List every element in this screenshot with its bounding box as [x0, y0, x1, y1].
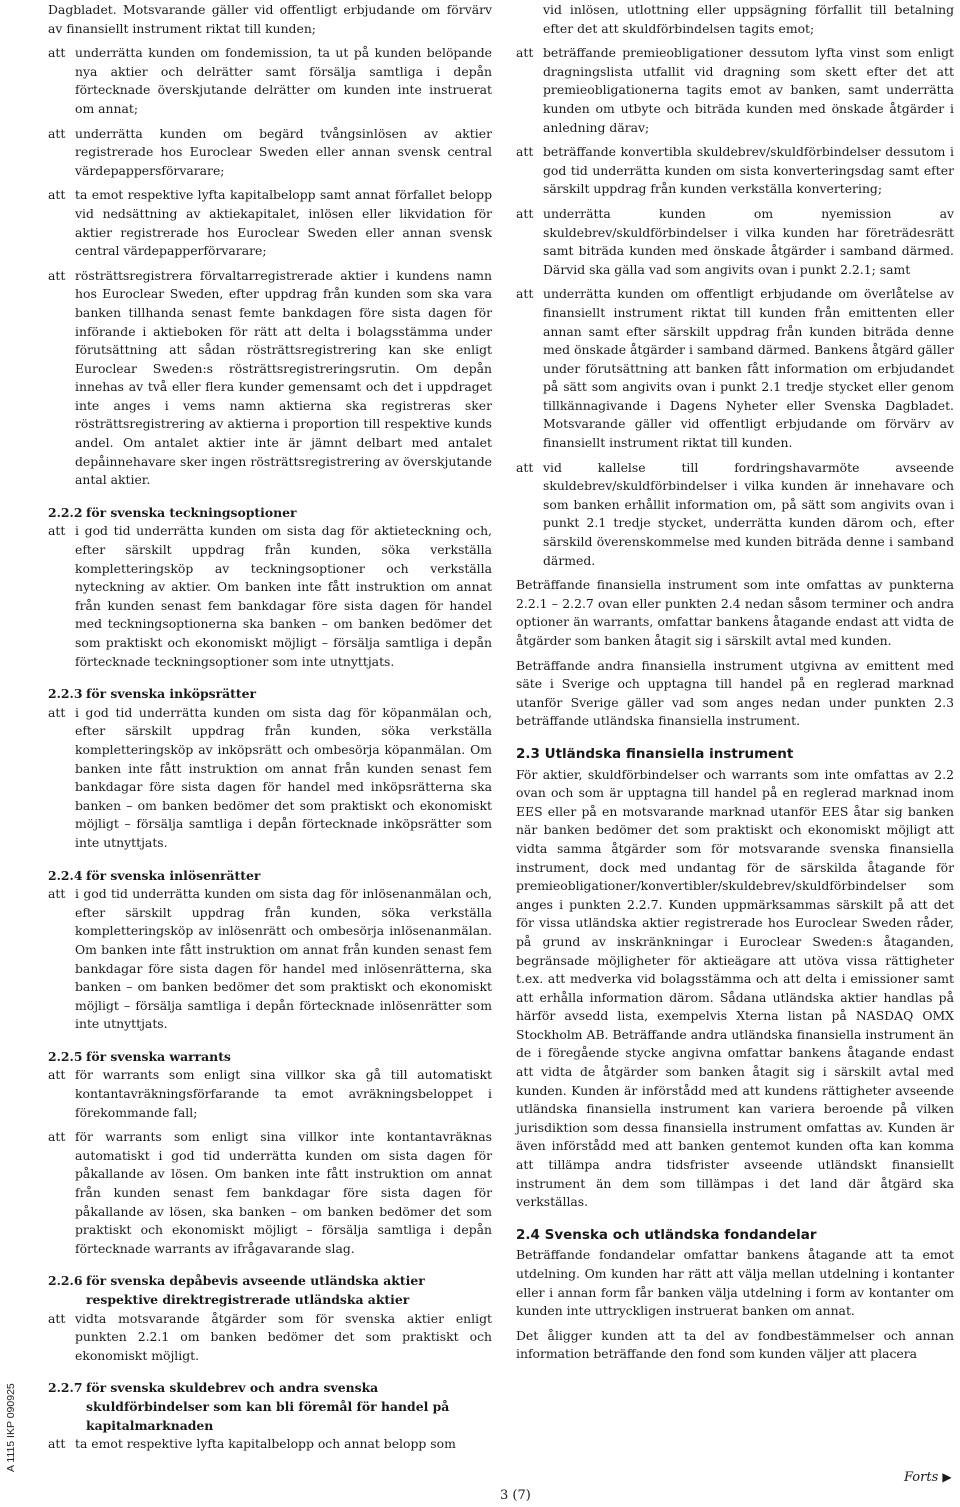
item-text: underrätta kunden om fondemission, ta ut på kunden belöpande nya aktier och delrätter samt försälja samtliga i depån förtecknade överskjutande delrätter om kunden inte instruerat om annat; [75, 45, 492, 116]
item-marker: att [516, 205, 534, 221]
section-title: för svenska inköpsrätter [86, 686, 257, 702]
item-text: i god tid underrätta kunden om sista dag för aktieteckning och, efter särskilt uppdrag från kunden, söka verkställa kompletteringsköp av teckningsoptioner och verkställa nyteckning av aktier. Om banken inte fått instruktion om annat från kunden senast fem bankdagar före sista dagen för handel med teckningsoptionerna ska banken – om banken bedömer det som praktiskt och ekonomiskt möjligt – försälja samtliga i depån förtecknade teckningsoptioner som inte utnyttjats. [75, 523, 492, 669]
item-text: beträffande premieobligationer dessutom lyfta vinst som enligt dragningslista utfallit vid dragning som skett efter det att premieobligationerna tagits emot av banken, samt underrätta kunden om utbyte och biträda kunden med önskade åtgärder i anledning därav; [543, 45, 954, 135]
right-column [516, 1, 954, 1370]
list-s225 [48, 1066, 492, 1258]
item-marker: att [48, 187, 66, 203]
section-number: 2.2.5 [48, 1048, 83, 1064]
item-marker: att [48, 1436, 66, 1452]
section-heading-2-2-2 [48, 504, 492, 523]
list-s224 [48, 885, 492, 1034]
section-number: 2.2.7 [48, 1380, 83, 1396]
intro-paragraph: Dagbladet. Motsvarande gäller vid offentligt erbjudande om förvärv av finansiellt instrument riktat till kunden; [48, 2, 492, 36]
list-item [48, 44, 492, 118]
list-s226 [48, 1310, 492, 1366]
continue-marker [904, 1468, 952, 1488]
section-heading-2-2-3 [48, 685, 492, 704]
list-item [516, 285, 954, 452]
paragraph-3: För aktier, skuldförbindelser och warrants som inte omfattas av 2.2 ovan och som är upptagna till handel på en reglerad marknad inom EES eller på en motsvarande marknad utanför EES åtar sig banken när banken bedömer det som praktiskt och ekonomiskt möjligt att vidta samma åtgärder som för motsvarande svenska finansiella instrument, dock med undantag för de särskilda åtagande för premieobligationer/konvertibler/skuldebrev/skuldförbindelser som anges i punkten 2.2.7. Kunden uppmärksammas särskilt på att det för vissa utländska aktier registrerade hos Euroclear Sweden råder, på grund av inskränkningar i Euroclear Sweden:s åtaganden, begränsade möjligheter för aktieägare att utöva vissa rättigheter t.ex. att medverka vid bolagsstämma och att delta i emissioner samt att erhålla information därom. Sådana utländska aktier handlas på härför avsedd lista, exempelvis Xterna listan på NASDAQ OMX Stockholm AB. Beträffande andra utländska finansiella instrument än de i föregående stycke angivna omfattar bankens åtagande endast att vidta de åtgärder som banken åtagit sig i särskilt avtal med kunden. Kunden är införstådd med att kundens rättigheter avseende utländska finansiella instrument kan variera beroende på vilken jurisdiktion som dessa finansiella instrument omfattas av. Kunden är även införstådd med att banken gentemot kunden ofta kan komma att tillämpa andra tidsfrister avseende utländskt finansiellt instrument än dem som tillämpas i det land där åtgärd ska verkställas. [516, 766, 954, 1210]
item-marker: att [48, 523, 66, 539]
section-title: för svenska depåbevis avseende utländska aktier respektive direktregistrerade utländska aktier [86, 1273, 425, 1307]
item-marker: att [48, 886, 66, 902]
paragraph-2: Beträffande andra finansiella instrument utgivna av emittent med säte i Sverige och upptagna till handel på en reglerad marknad utanför Sverige gäller vad som anges nedan under punkten 2.3 beträffande utländska finansiella instrument. [516, 657, 954, 729]
item-text: beträffande konvertibla skuldebrev/skuldförbindelser dessutom i god tid underrätta kunden om sista konverteringsdag samt efter särskilt uppdrag från kunden verkställa konvertering; [543, 144, 954, 197]
item-text: ta emot respektive lyfta kapitalbelopp samt annat förfallet belopp vid nedsättning av aktiekapitalet, inlösen eller likvidation för aktier registrerade hos Euroclear Sweden eller annan svensk central värdepapperförvarare; [75, 187, 492, 259]
list-right-items [516, 44, 954, 570]
item-text: underrätta kunden om nyemission av skuldebrev/skuldförbindelser i vilka kunden har företrädesrätt samt biträda kunden med önskade åtgärder i samband därmed. Därvid ska gälla vad som angivits ovan i punkt 2.2.1; samt [543, 205, 954, 277]
section-title: för svenska warrants [86, 1048, 231, 1064]
section-title: för svenska skuldebrev och andra svenska skuldförbindelser som kan bli föremål för handel på kapitalmarknaden [86, 1380, 450, 1433]
section-heading-2-2-4 [48, 867, 492, 886]
item-marker: att [516, 459, 534, 475]
item-text: vid inlösen, utlottning eller uppsägning förfallit till betalning efter det att skuldförbindelsen tagits emot; [543, 2, 954, 36]
item-text: för warrants som enligt sina villkor ska gå till automatiskt kontantavräkningsförfarande ta emot avräkningsbeloppet i förekommande fall; [75, 1067, 492, 1120]
page-number: 3 (7) [500, 1488, 531, 1503]
section-heading-2-2-5 [48, 1048, 492, 1067]
section-heading-2-3: 2.3 Utländska finansiella instrument [516, 745, 794, 762]
section-heading-2-2-6 [48, 1272, 492, 1309]
list-item [48, 522, 492, 671]
list-item [48, 125, 492, 181]
list-item [48, 1128, 492, 1258]
list-item [516, 459, 954, 571]
item-marker: att [48, 45, 66, 61]
continued-item [516, 1, 954, 38]
item-marker: att [48, 1067, 66, 1083]
item-text: underrätta kunden om begärd tvångsinlösen av aktier registrerade hos Euroclear Sweden eller annan svensk central värdepappersförvarare; [75, 125, 492, 178]
triangle-right-icon: ▶ [942, 1470, 952, 1484]
list-item [516, 143, 954, 199]
list-item [48, 704, 492, 853]
item-marker: att [48, 267, 66, 283]
item-marker: att [48, 1310, 66, 1326]
item-marker: att [516, 144, 534, 160]
list-item [48, 1310, 492, 1366]
item-text: i god tid underrätta kunden om sista dag för köpanmälan och, efter särskilt uppdrag från kunden, söka verkställa kompletteringsköp av inköpsrätt och ombesörja köpanmälan. Om banken inte fått instruktion om annat från kunden senast fem bankdagar före sista dagen för handel med inköpsrätterna ska banken – om banken bedömer det som praktiskt och ekonomiskt möjligt – försälja samtliga i depån förtecknade inköpsrätter som inte utnyttjats. [75, 704, 492, 850]
item-text: rösträttsregistrera förvaltarregistrerade aktier i kundens namn hos Euroclear Sweden, efter uppdrag från kunden som ska vara banken tillhanda senast femte bankdagen före sista dagen för införande i aktieboken för rätt att delta i bolagsstämma under förutsättning att sådan rösträttsregistrering kan ske enligt Euroclear Sweden:s rösträttsregistreringsrutin. Om depån innehas av två eller flera kunder gemensamt och det i uppdraget inte anges i vems namn aktierna ska registreras sker rösträttsregistrering av aktierna i proportion till respektive kunds andel. Om antalet aktier inte är jämnt delbart med antalet depåinnehavare sker ingen rösträttsregistrering av överskjutande antal aktier. [75, 267, 492, 488]
list-item [48, 267, 492, 490]
item-marker: att [516, 286, 534, 302]
paragraph-4: Beträffande fondandelar omfattar bankens åtagande att ta emot utdelning. Om kunden har rätt att välja mellan utdelning i kontanter eller i annan form får banken välja utdelning i form av kontanter om kunden inte uttryckligen instruerat banken om annat. [516, 1247, 954, 1319]
item-text: vidta motsvarande åtgärder som för svenska aktier enligt punkten 2.2.1 om banken bedömer det som praktiskt och ekonomiskt möjligt. [75, 1310, 492, 1363]
section-title: för svenska inlösenrätter [86, 867, 261, 883]
item-text: för warrants som enligt sina villkor inte kontantavräknas automatiskt i god tid underrätta kunden om sista dagen för påkallande av lösen. Om banken inte fått instruktion om annat från kunden senast fem bankdagar före sista dagen för påkallande av lösen, ska banken – om banken bedömer det som praktiskt och ekonomiskt möjligt – försälja samtliga i depån förtecknade warrants av ifrågavarande slag. [75, 1129, 492, 1256]
list-s227 [48, 1435, 492, 1454]
list-item [48, 186, 492, 260]
paragraph-5: Det åligger kunden att ta del av fondbestämmelser och annan information beträffande den fond som kunden väljer att placera [516, 1327, 954, 1362]
item-marker: att [48, 704, 66, 720]
section-number: 2.2.3 [48, 686, 83, 702]
list-items1 [48, 44, 492, 490]
section-title: för svenska teckningsoptioner [86, 504, 297, 520]
section-number: 2.2.6 [48, 1273, 83, 1289]
section-number: 2.2.2 [48, 504, 83, 520]
form-code: A 1115 IKP 090925 [5, 1383, 17, 1472]
list-item [516, 205, 954, 279]
section-heading-2-2-7 [48, 1379, 492, 1435]
item-text: vid kallelse till fordringshavarmöte avseende skuldebrev/skuldförbindelser i vilka kunden är innehavare och som banken erhållit information om, på sätt som angivits ovan i punkt 2.1 tredje stycket, underrätta kunden därom och, efter särskild överenskommelse med kunden biträda denne i samband därmed. [543, 459, 954, 568]
list-item [48, 885, 492, 1034]
continue-label: Forts [904, 1470, 939, 1485]
list-s223 [48, 704, 492, 853]
list-item [48, 1435, 492, 1454]
item-marker: att [48, 125, 66, 141]
list-item [516, 44, 954, 137]
item-marker: att [516, 45, 534, 61]
item-text: i god tid underrätta kunden om sista dag för inlösenanmälan och, efter särskilt uppdrag från kunden, söka verkställa kompletteringsköp av inlösenrätt och ombesörja inlösenanmälan. Om banken inte fått instruktion om annat från kunden senast fem bankdagar före sista dagen för handel med inlösenrätterna, ska banken – om banken bedömer det som praktiskt och ekonomiskt möjligt – försälja samtliga i depån förtecknade inlösenrätter som inte utnyttjats. [75, 886, 492, 1032]
left-column [48, 1, 492, 1460]
list-item [48, 1066, 492, 1122]
section-heading-2-4: 2.4 Svenska och utländska fondandelar [516, 1226, 817, 1243]
item-text: ta emot respektive lyfta kapitalbelopp och annat belopp som [75, 1436, 456, 1452]
item-marker: att [48, 1129, 66, 1145]
item-text: underrätta kunden om offentligt erbjudande om överlåtelse av finansiellt instrument riktat till kunden från emittenten eller annan samt efter särskilt uppdrag från kunden biträda denne med önskade åtgärder i samband därmed. Bankens åtgärd gäller under förutsättning att banken fått information om erbjudandet på sätt som angivits ovan i punkt 2.1 tredje stycket eller genom tillkännagivande i Dagens Nyheter eller Svenska Dagbladet. Motsvarande gäller vid offentligt erbjudande om förvärv av finansiellt instrument riktat till kunden. [543, 286, 954, 451]
section-number: 2.2.4 [48, 867, 83, 883]
paragraph-1: Beträffande finansiella instrument som inte omfattas av punkterna 2.2.1 – 2.2.7 ovan eller punkten 2.4 nedan såsom terminer och andra optioner än warrants, omfattar bankens åtagande endast att vidta de åtgärder som banken åtagit sig i särskilt avtal med kunden. [516, 577, 954, 648]
list-s222 [48, 522, 492, 671]
